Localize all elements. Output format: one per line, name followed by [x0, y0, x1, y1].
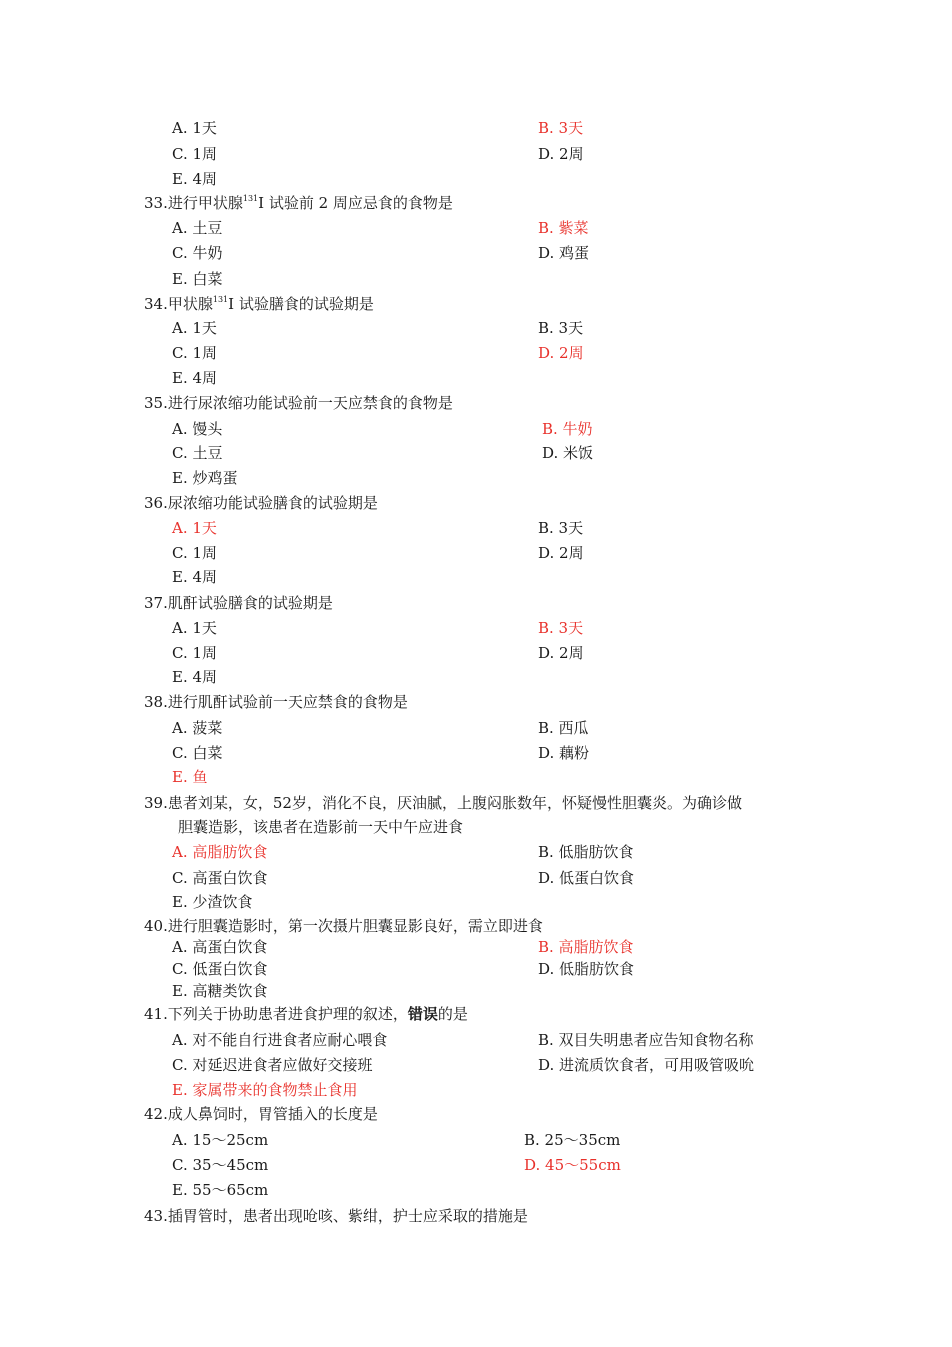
q39-option-e: E. 少渣饮食: [172, 893, 253, 911]
q39-stem-line2: 胆囊造影，该患者在造影前一天中午应进食: [178, 818, 464, 836]
q41-option-e-answer: E. 家属带来的食物禁止食用: [172, 1081, 358, 1099]
q36-option-d: D. 2周: [538, 544, 584, 562]
q37-option-a: A. 1天: [172, 619, 217, 637]
q36-option-c: C. 1周: [172, 544, 218, 562]
q34-stem: 34.甲状腺$^{131}$I 试验膳食的试验期是: [144, 295, 374, 313]
q33-option-d: D. 鸡蛋: [538, 244, 590, 262]
q37-option-e: E. 4周: [172, 668, 218, 686]
emphasis-wrong: 错误: [407, 1005, 438, 1023]
q33-option-c: C. 牛奶: [172, 244, 223, 262]
q41-option-d: D. 进流质饮食者，可用吸管吸吮: [538, 1056, 755, 1074]
q37-option-c: C. 1周: [172, 644, 218, 662]
q43-stem: 43.插胃管时，患者出现呛咳、紫绀，护士应采取的措施是: [144, 1207, 528, 1225]
q32-option-e: E. 4周: [172, 170, 218, 188]
q35-option-a: A. 馒头: [172, 420, 223, 438]
q42-stem: 42.成人鼻饲时，胃管插入的长度是: [144, 1105, 378, 1123]
q42-option-b: B. 25～35cm: [524, 1131, 621, 1149]
q42-option-a: A. 15～25cm: [172, 1131, 269, 1149]
q40-option-c: C. 低蛋白饮食: [172, 960, 268, 978]
q32-option-d: D. 2周: [538, 145, 584, 163]
q42-option-c: C. 35～45cm: [172, 1156, 269, 1174]
q39-option-a-answer: A. 高脂肪饮食: [172, 843, 268, 861]
q34-option-e: E. 4周: [172, 369, 218, 387]
q38-option-d: D. 藕粉: [538, 744, 590, 762]
q32-option-b-answer: B. 3天: [538, 119, 584, 137]
q40-option-e: E. 高糖类饮食: [172, 982, 268, 1000]
q32-option-a: A. 1天: [172, 119, 217, 137]
q33-stem: 33.进行甲状腺$^{131}$I 试验前 2 周应忌食的食物是: [144, 194, 453, 212]
q34-option-d-answer: D. 2周: [538, 344, 584, 362]
q38-option-b: B. 西瓜: [538, 719, 589, 737]
q41-option-c: C. 对延迟进食者应做好交接班: [172, 1056, 373, 1074]
q33-option-b-answer: B. 紫菜: [538, 219, 589, 237]
q33-option-e: E. 白菜: [172, 270, 223, 288]
q33-option-a: A. 土豆: [172, 219, 223, 237]
q36-option-a-answer: A. 1天: [172, 519, 217, 537]
q40-option-a: A. 高蛋白饮食: [172, 938, 268, 956]
q42-option-d-answer: D. 45～55cm: [524, 1156, 621, 1174]
q35-stem: 35.进行尿浓缩功能试验前一天应禁食的食物是: [144, 394, 453, 412]
q35-option-d: D. 米饭: [542, 444, 594, 462]
q41-option-a: A. 对不能自行进食者应耐心喂食: [172, 1031, 388, 1049]
q40-option-b-answer: B. 高脂肪饮食: [538, 938, 634, 956]
q38-option-e-answer: E. 鱼: [172, 768, 208, 786]
q39-option-b: B. 低脂肪饮食: [538, 843, 634, 861]
q36-option-b: B. 3天: [538, 519, 584, 537]
q39-option-d: D. 低蛋白饮食: [538, 869, 635, 887]
q35-option-c: C. 土豆: [172, 444, 223, 462]
q42-option-e: E. 55～65cm: [172, 1181, 269, 1199]
isotope-superscript: 131: [242, 194, 259, 203]
q41-option-b: B. 双目失明患者应告知食物名称: [538, 1031, 754, 1049]
q37-stem: 37.肌酐试验膳食的试验期是: [144, 594, 333, 612]
q34-option-a: A. 1天: [172, 319, 217, 337]
q40-option-d: D. 低脂肪饮食: [538, 960, 635, 978]
q35-option-b-answer: B. 牛奶: [542, 420, 593, 438]
q40-stem: 40.进行胆囊造影时，第一次摄片胆囊显影良好，需立即进食: [144, 917, 543, 935]
q39-option-c: C. 高蛋白饮食: [172, 869, 268, 887]
q32-option-c: C. 1周: [172, 145, 218, 163]
q38-option-c: C. 白菜: [172, 744, 223, 762]
q36-stem: 36.尿浓缩功能试验膳食的试验期是: [144, 494, 378, 512]
q37-option-b-answer: B. 3天: [538, 619, 584, 637]
isotope-superscript: 131: [212, 295, 229, 304]
q41-stem: 41.下列关于协助患者进食护理的叙述，错误的是: [144, 1005, 468, 1023]
q38-option-a: A. 菠菜: [172, 719, 223, 737]
q37-option-d: D. 2周: [538, 644, 584, 662]
q34-option-b: B. 3天: [538, 319, 584, 337]
q35-option-e: E. 炒鸡蛋: [172, 469, 238, 487]
q39-stem-line1: 39.患者刘某，女，52岁，消化不良，厌油腻，上腹闷胀数年，怀疑慢性胆囊炎。为确诊做: [144, 794, 742, 812]
q36-option-e: E. 4周: [172, 568, 218, 586]
q38-stem: 38.进行肌酐试验前一天应禁食的食物是: [144, 693, 408, 711]
q34-option-c: C. 1周: [172, 344, 218, 362]
